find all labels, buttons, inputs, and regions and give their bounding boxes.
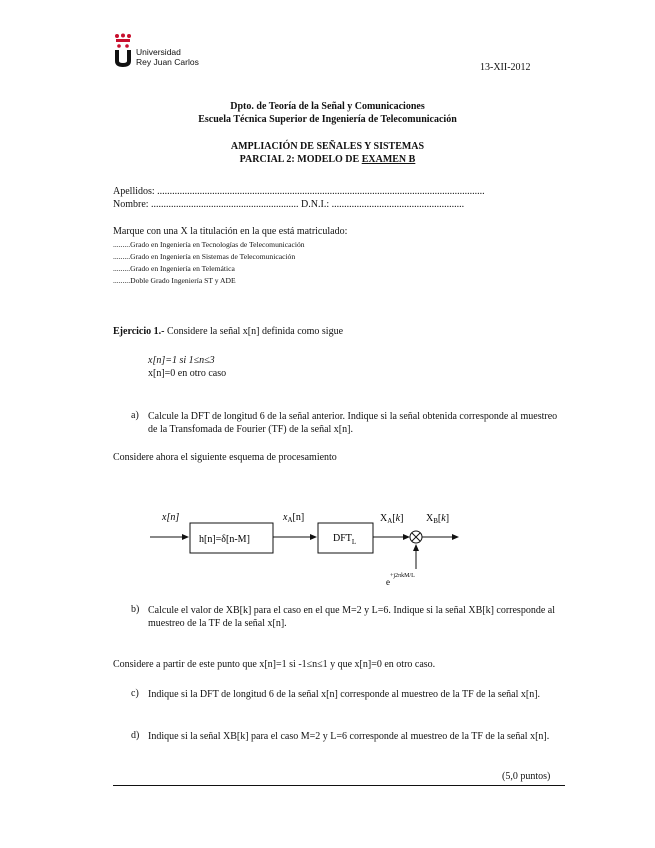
exp-label: $e^{+j2\pi kM/L}$ — [386, 573, 415, 585]
points-label: (5,0 puntos) — [502, 771, 551, 782]
question-c-label: c) — [131, 688, 139, 699]
surname-dots: ................................................................................................................................... — [157, 186, 485, 197]
question-b-label: b) — [131, 604, 140, 615]
new-signal-def: Considere a partir de este punto que x[n]=1 si -1≤n≤1 y que x[n]=0 en otro caso. — [113, 659, 436, 670]
question-c-text: Indique si la DFT de longitud 6 de la señal x[n] corresponde al muestreo de la TF de la señal x[n]. — [148, 689, 541, 700]
name-label: Nombre: — [113, 199, 149, 210]
dni-dots: ..................................................... — [331, 199, 465, 210]
degree-option: .........Grado en Ingeniería en Tecnologías de Telecomunicación — [113, 240, 305, 249]
mark-instruction: Marque con una X la titulación en la que está matriculado: — [113, 226, 348, 237]
exam-title — [0, 154, 655, 165]
school-name: Escuela Técnica Superior de Ingeniería de Telecomunicación — [198, 114, 457, 125]
logo-line-1: Universidad — [136, 47, 181, 57]
xb-label: $X_B[k]$ — [426, 513, 450, 525]
university-logo — [112, 33, 212, 73]
exercise-title: Ejercicio 1.- — [113, 326, 165, 337]
question-d-label: d) — [131, 730, 140, 741]
question-b-text: Calcule el valor de XB[k] para el caso en el que M=2 y L=6. Indique si la señal XB[k] corresponde al muestreo de la TF de la señal x[n]. — [148, 605, 555, 629]
course-title: AMPLIACIÓN DE SEÑALES Y SISTEMAS — [230, 141, 425, 152]
bottom-rule — [113, 785, 565, 786]
logo-line-2: Rey Juan Carlos — [136, 57, 199, 67]
surname-field — [113, 186, 485, 197]
name-dots: ........................................................... — [151, 199, 299, 210]
dni-label: D.N.I.: — [301, 199, 330, 210]
block-diagram — [0, 505, 655, 585]
department-name: Dpto. de Teoría de la Señal y Comunicaciones — [230, 101, 425, 112]
mid-label: $x_A[n]$ — [283, 512, 305, 524]
question-a-label: a) — [131, 410, 139, 421]
xa-label: $X_A[k]$ — [380, 513, 404, 525]
exam-title-emph: EXAMEN B — [361, 154, 416, 165]
signal-def-2: x[n]=0 en otro caso — [148, 368, 227, 379]
input-label: x[n] — [162, 512, 180, 523]
degree-option: .........Doble Grado Ingeniería ST y ADE — [113, 276, 236, 285]
signal-def-1: x[n]=1 si 1≤n≤3 — [148, 355, 215, 366]
surname-label: Apellidos: — [113, 186, 155, 197]
dft-label: $DFT_L$ — [333, 533, 357, 546]
name-field — [113, 199, 464, 210]
urjc-logo-icon — [112, 33, 134, 69]
exam-date: 13-XII-2012 — [480, 62, 531, 73]
degree-option: .........Grado en Ingeniería en Telemática — [113, 264, 235, 273]
exercise-heading — [113, 326, 343, 337]
exam-title-prefix: PARCIAL 2: MODELO DE — [239, 154, 362, 165]
scheme-intro: Considere ahora el siguiente esquema de procesamiento — [113, 452, 337, 463]
question-d-text: Indique si la señal XB[k] para el caso M=2 y L=6 corresponde al muestreo de la TF de la señal x[n]. — [148, 731, 550, 742]
degree-option: .........Grado en Ingeniería en Sistemas de Telecomunicación — [113, 252, 296, 261]
exercise-intro: Considere la señal x[n] definida como sigue — [166, 326, 344, 337]
question-a-text: Calcule la DFT de longitud 6 de la señal anterior. Indique si la señal obtenida corresponde al muestreo de la Transfomada de Fourier (TF) de la señal x[n]. — [148, 411, 558, 435]
filter-label: h[n]=δ[n-M] — [199, 534, 250, 545]
